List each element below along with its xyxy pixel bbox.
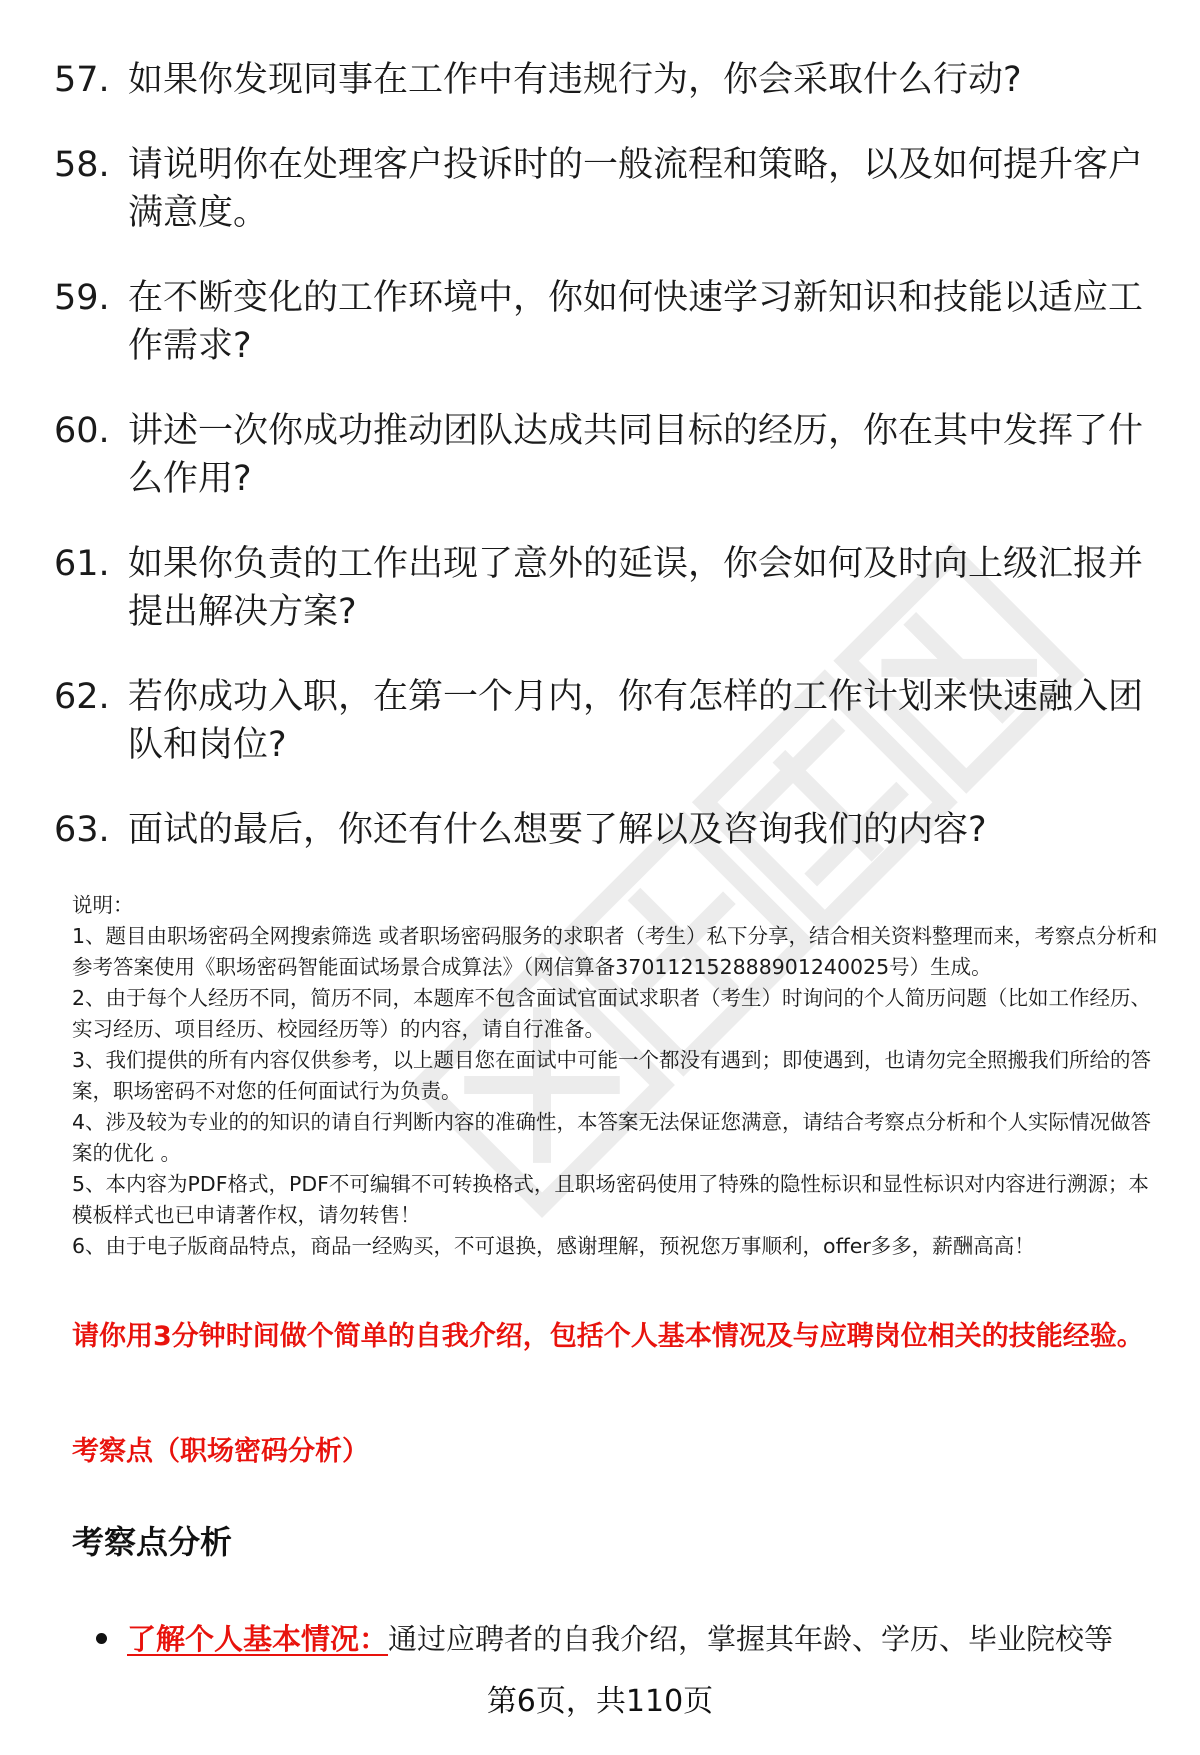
question-number: 59. (54, 278, 110, 318)
question-number: 62. (54, 677, 110, 717)
note-item: 1、题目由职场密码全网搜索筛选 或者职场密码服务的求职者（考生）私下分享，结合相关资料整理而来，考察点分析和参考答案使用《职场密码智能面试场景合成算法》（网信算备370112152888901240025号）生成。 (72, 924, 1158, 979)
question-item (54, 806, 1154, 854)
question-number: 63. (54, 810, 110, 850)
question-item (54, 540, 1154, 636)
question-number: 60. (54, 411, 110, 451)
note-item: 4、涉及较为专业的的知识的请自行判断内容的准确性，本答案无法保证您满意，请结合考察点分析和个人实际情况做答案的优化 。 (72, 1110, 1152, 1165)
note-item: 6、由于电子版商品特点，商品一经购买，不可退换，感谢理解，预祝您万事顺利，offer多多，薪酬高高！ (72, 1234, 1035, 1258)
question-number: 61. (54, 544, 110, 584)
question-text: 如果你发现同事在工作中有违规行为，你会采取什么行动? (128, 60, 1022, 100)
disclaimer-notes (72, 890, 1162, 1262)
bullet-dot-icon (96, 1633, 107, 1644)
question-item (54, 56, 1154, 104)
bullet-label: 了解个人基本情况： (127, 1622, 389, 1656)
question-text: 若你成功入职，在第一个月内，你有怎样的工作计划来快速融入团队和岗位? (128, 677, 1144, 765)
question-item (54, 141, 1154, 237)
question-item (54, 673, 1154, 769)
interview-question-title: 请你用3分钟时间做个简单的自我介绍，包括个人基本情况及与应聘岗位相关的技能经验。 (72, 1321, 1144, 1352)
question-item (54, 407, 1154, 503)
page-footer: 第6页，共110页 (486, 1684, 714, 1719)
question-item (54, 274, 1154, 370)
notes-heading: 说明： (72, 893, 134, 917)
question-text: 在不断变化的工作环境中，你如何快速学习新知识和技能以适应工作需求? (128, 278, 1144, 366)
question-text: 面试的最后，你还有什么想要了解以及咨询我们的内容? (128, 810, 987, 850)
analysis-tag: 考察点（职场密码分析） (72, 1436, 369, 1467)
note-item: 2、由于每个人经历不同，简历不同，本题库不包含面试官面试求职者（考生）时询问的个人简历问题（比如工作经历、实习经历、项目经历、校园经历等）的内容，请自行准备。 (72, 986, 1152, 1041)
note-item: 5、本内容为PDF格式，PDF不可编辑不可转换格式，且职场密码使用了特殊的隐性标识和显性标识对内容进行溯源；本模板样式也已申请著作权，请勿转售！ (72, 1172, 1149, 1227)
question-text: 如果你负责的工作出现了意外的延误，你会如何及时向上级汇报并提出解决方案? (128, 544, 1144, 632)
question-number: 58. (54, 145, 110, 185)
question-text: 讲述一次你成功推动团队达成共同目标的经历，你在其中发挥了什么作用? (128, 411, 1144, 499)
question-text: 请说明你在处理客户投诉时的一般流程和策略，以及如何提升客户满意度。 (128, 145, 1144, 233)
bullet-text: 通过应聘者的自我介绍，掌握其年龄、学历、毕业院校等 (388, 1622, 1114, 1656)
note-item: 3、我们提供的所有内容仅供参考，以上题目您在面试中可能一个都没有遇到；即使遇到，也请勿完全照搬我们所给的答案，职场密码不对您的任何面试行为负责。 (72, 1048, 1152, 1103)
question-number: 57. (54, 60, 110, 100)
bullet-item (96, 1618, 1156, 1660)
question-list (54, 56, 1154, 891)
section-title: 考察点分析 (72, 1523, 233, 1561)
